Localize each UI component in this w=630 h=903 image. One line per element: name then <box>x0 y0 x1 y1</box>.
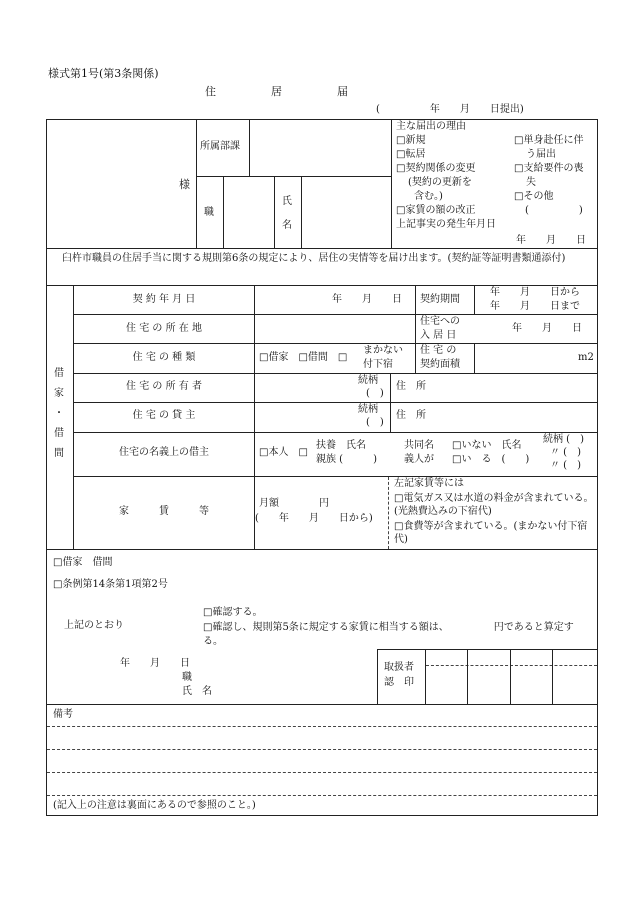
nominee-exists[interactable]: □い る ( ) <box>452 454 530 465</box>
confirm-date: 年 月 日 <box>120 658 190 669</box>
section-label-2: 家 <box>54 388 64 399</box>
move-in-value: 年 月 日 <box>512 323 582 334</box>
rent-from: ( 年 月 日から) <box>255 513 373 524</box>
occurrence-label: 上記事実の発生年月日 <box>396 219 496 230</box>
reason-contract-change[interactable]: □契約関係の変更 <box>396 163 476 174</box>
declaration-text: 臼杵市職員の住居手当に関する規則第6条の規定により、居住の実情等を届け出ます。(契約証等証明書類通添付) <box>62 253 566 264</box>
lessor-address-label: 住 所 <box>396 410 426 421</box>
page-title: 住 居 届 <box>205 85 348 98</box>
contract-date-value: 年 月 日 <box>332 294 402 305</box>
reason-renewal-note: (契約の更新を <box>408 177 472 188</box>
reason-move[interactable]: □転居 <box>396 149 426 160</box>
confirm-type[interactable]: □借家 借間 <box>53 557 113 568</box>
area-label-2: 契約面積 <box>420 359 460 370</box>
rent-note-head: 左記家賃等には <box>394 478 464 489</box>
rent-monthly: 月額 円 <box>259 498 329 509</box>
reason-other-paren: ( ) <box>525 205 583 216</box>
shimei-label-1: 氏 <box>282 196 292 207</box>
nominee-dep-1: 扶養 氏名 <box>316 440 366 451</box>
outer-left <box>46 119 47 816</box>
owner-relation: 続柄 <box>358 375 378 386</box>
nominee-label: 住宅の名義上の借主 <box>119 447 209 458</box>
contract-period-label: 契約期間 <box>420 294 460 305</box>
form-number: 様式第1号(第3条関係) <box>48 67 159 80</box>
shozoku-label: 所属部課 <box>200 141 240 152</box>
rent-label: 家 賃 等 <box>119 506 209 517</box>
rent-note-meals[interactable]: □食費等が含まれている。(まかない付下宿代) <box>394 521 588 545</box>
nominee-none[interactable]: □いない 氏名 <box>452 440 522 451</box>
reason-loss-2: 失 <box>526 177 536 188</box>
section-label-5: 間 <box>54 448 64 459</box>
remarks-label: 備考 <box>53 709 73 720</box>
outer-top <box>46 119 598 120</box>
contract-date-label: 契 約 年 月 日 <box>132 294 196 305</box>
move-in-label-1: 住宅への <box>420 316 460 327</box>
reasons-heading: 主な届出の理由 <box>396 121 466 132</box>
type-meal-2: 付下宿 <box>363 359 393 370</box>
section-label-3: ・ <box>54 408 64 419</box>
rent-note-utilities[interactable]: □電気ガス又は水道の料金が含まれている。(光熱費込みの下宿代) <box>394 493 594 517</box>
owner-address-label: 住 所 <box>396 381 426 392</box>
lessor-relation: 続柄 <box>358 404 378 415</box>
contract-period-from: 年 月 日から <box>490 287 580 298</box>
area-label-1: 住 宅 の <box>420 345 457 356</box>
confirm-option-2[interactable]: □確認し、規則第5条に規定する家賃に相当する額は、 円であると算定する。 <box>203 622 574 647</box>
outer-bottom <box>46 815 598 816</box>
nominee-self[interactable]: □本人 □ <box>259 447 308 458</box>
type-meal-1: まかない <box>363 345 403 356</box>
reason-renewal-note-2: 含む。) <box>414 191 443 202</box>
lessor-label: 住 宅 の 貸 主 <box>132 410 196 421</box>
shoku-label: 職 <box>204 207 214 218</box>
area-unit: m2 <box>578 352 594 363</box>
nominee-rel-2: 〃 ( ) <box>550 447 581 458</box>
handler-label-1: 取扱者 <box>384 662 414 673</box>
reason-new[interactable]: □新規 <box>396 135 426 146</box>
remarks-note: (記入上の注意は裏面にあるので参照のこと。) <box>53 800 256 811</box>
contract-period-to: 年 月 日まで <box>490 301 580 312</box>
nominee-dep-2: 親族 ( ) <box>316 454 377 465</box>
confirm-shimei: 氏 名 <box>182 686 212 697</box>
outer-right <box>597 119 598 816</box>
address-label: 住 宅 の 所 在 地 <box>126 323 202 334</box>
type-options[interactable]: □借家 □借間 □ <box>259 352 348 363</box>
handler-label-2: 認 印 <box>384 677 414 688</box>
nominee-co-1: 共同名 <box>404 440 434 451</box>
reason-other[interactable]: □その他 <box>514 191 554 202</box>
owner-label: 住 宅 の 所 有 者 <box>126 381 202 392</box>
reason-single-posting-2: う届出 <box>526 149 556 160</box>
stamp-cell-1 <box>467 649 468 704</box>
reason-rent-revision[interactable]: □家賃の額の改正 <box>396 205 476 216</box>
reason-loss[interactable]: □支給要件の喪 <box>514 163 584 174</box>
sama-label: 様 <box>179 178 190 191</box>
move-in-label-2: 入 居 日 <box>420 330 457 341</box>
lessor-relation-paren: ( ) <box>366 417 384 428</box>
submission-date: ( 年 月 日提出) <box>376 104 524 115</box>
section-label-1: 借 <box>54 368 64 379</box>
shimei-label-2: 名 <box>282 220 292 231</box>
nominee-rel-3: 〃 ( ) <box>550 460 581 471</box>
confirm-as-above: 上記のとおり <box>64 620 124 631</box>
nominee-rel-1: 続柄 ( ) <box>543 434 584 445</box>
stamp-cell-3 <box>552 649 553 704</box>
occurrence-date: 年 月 日 <box>516 235 586 246</box>
type-label: 住 宅 の 種 類 <box>132 352 196 363</box>
confirm-option-1[interactable]: □確認する。 <box>203 607 263 618</box>
nominee-co-2: 義人が <box>404 454 434 465</box>
stamp-cell-2 <box>510 649 511 704</box>
confirm-article[interactable]: □条例第14条第1項第2号 <box>53 579 168 590</box>
rent-divider <box>388 477 389 549</box>
confirm-shoku: 職 <box>182 672 192 683</box>
owner-relation-paren: ( ) <box>366 388 384 399</box>
reason-single-posting[interactable]: □単身赴任に伴 <box>514 135 584 146</box>
section-label-4: 借 <box>54 428 64 439</box>
